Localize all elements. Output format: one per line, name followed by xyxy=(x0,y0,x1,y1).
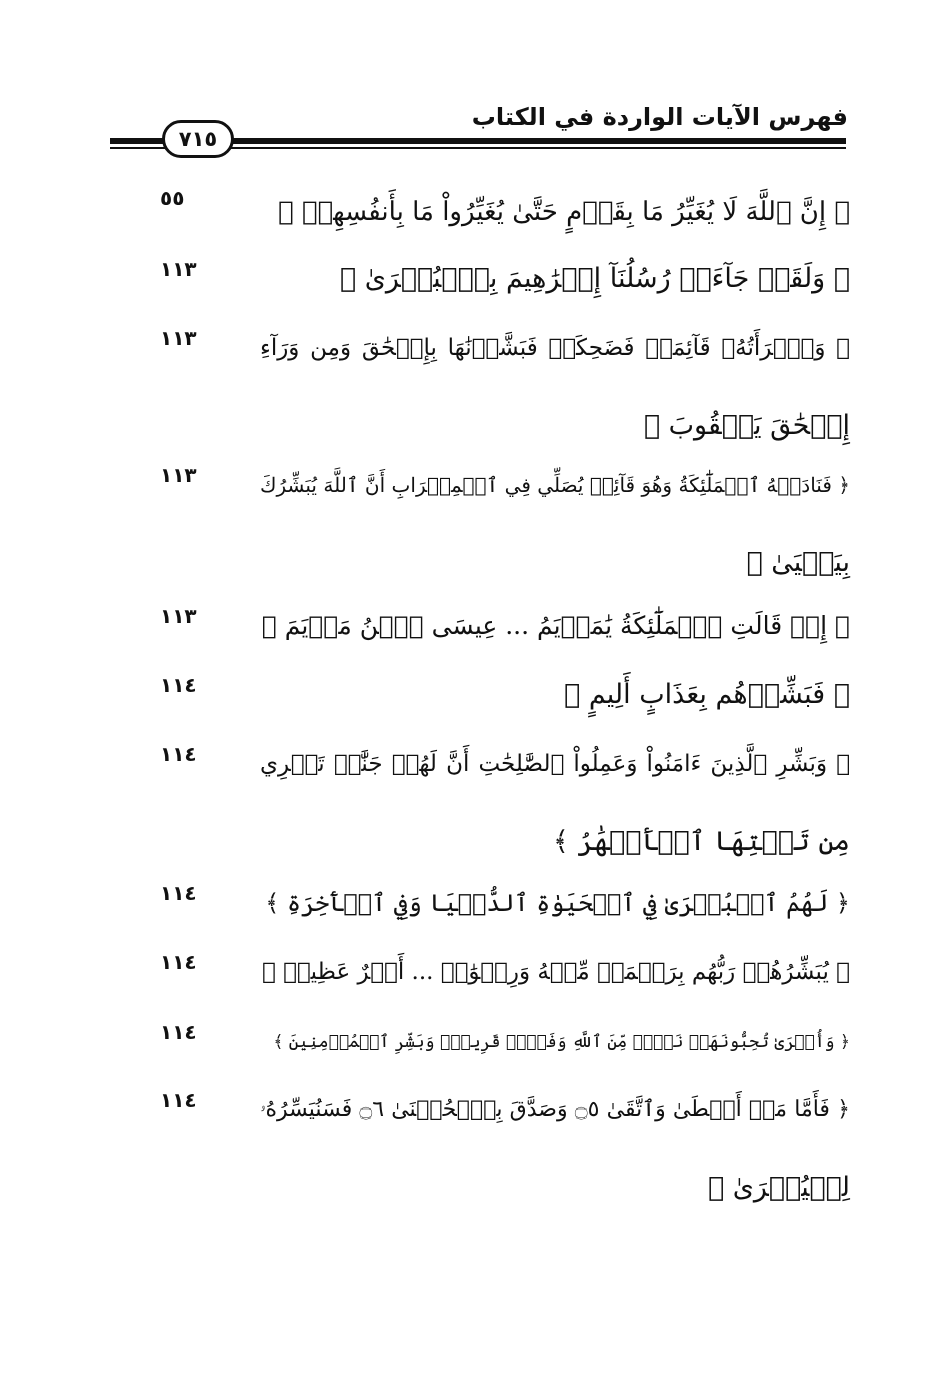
verse-line: ﴿ إِذۡ قَالَتِ ٱلۡمَلَٰٓئِكَةُ يَٰمَرۡيَمُ ... عِيسَى ٱبۡنُ مَرۡيَمَ ﴾ xyxy=(261,611,850,640)
verse-line: بِيَحۡيَىٰ ﴾ xyxy=(746,547,850,578)
verse-line: ﴿ وَٱمۡرَأَتُهُۥ قَآئِمَةٞ فَضَحِكَتۡ فَبَشَّرۡنَٰهَا بِإِسۡحَٰقَ وَمِن وَرَآءِ xyxy=(260,335,850,361)
verse-line: ﴿ لَهُمُ ٱلۡبُشۡرَىٰ فِي ٱلۡحَيَوٰةِ ٱلدُّنۡيَا وَفِي ٱلۡأٓخِرَةِ ﴾ xyxy=(265,889,850,917)
verse-text xyxy=(260,725,850,881)
page-reference: ١١٤ xyxy=(160,1088,197,1112)
verse-text xyxy=(260,1071,850,1227)
verse-text xyxy=(260,309,850,465)
verse-text xyxy=(260,933,850,1011)
verse-line: ﴿ وَأُخۡرَىٰ تُحِبُّونَهَاۖ نَصۡرٞ مِّنَ ٱللَّهِ وَفَتۡحٞ قَرِيبٞۗ وَبَشِّرِ ٱلۡمُؤۡمِنِينَ ﴾ xyxy=(273,1032,850,1052)
verse-line: ﴿ فَنَادَتۡهُ ٱلۡمَلَٰٓئِكَةُ وَهُوَ قَآئِمٞ يُصَلِّي فِي ٱلۡمِحۡرَابِ أَنَّ ٱللَّهَ يُبَشِّرُكَ xyxy=(260,473,850,497)
verse-line: ﴿ وَلَقَدۡ جَآءَتۡ رُسُلُنَآ إِبۡرَٰهِيمَ بِٱلۡبُشۡرَىٰ ﴾ xyxy=(339,263,850,294)
page-reference: ١١٤ xyxy=(160,950,197,974)
verse-line: إِسۡحَٰقَ يَعۡقُوبَ ﴾ xyxy=(643,410,850,441)
verse-line: ﴿ فَبَشِّرۡهُم بِعَذَابٍ أَلِيمٍ ﴾ xyxy=(564,679,850,710)
page-reference: ١١٣ xyxy=(160,604,197,628)
page-reference: ١١٤ xyxy=(160,673,197,697)
verse-text xyxy=(260,1003,850,1081)
verse-text xyxy=(260,587,850,665)
page-reference: ١١٤ xyxy=(160,742,197,766)
page-reference: ٥٥ xyxy=(160,186,185,210)
page-title: فهرس الآيات الواردة في الكتاب xyxy=(471,103,848,131)
verse-line: لِلۡيُسۡرَىٰ ﴾ xyxy=(707,1172,850,1203)
page-reference: ١١٣ xyxy=(160,257,197,281)
verse-line: ﴿ وَبَشِّرِ ٱلَّذِينَ ءَامَنُواْ وَعَمِلُواْ ٱلصَّٰلِحَٰتِ أَنَّ لَهُمۡ جَنَّٰتٖ تَجۡرِي xyxy=(260,751,850,777)
verse-line: ﴿ يُبَشِّرُهُمۡ رَبُّهُم بِرَحۡمَةٖ مِّنۡهُ وَرِضۡوَٰنٖ ... أَجۡرٌ عَظِيمٞ ﴾ xyxy=(261,959,850,985)
verse-text xyxy=(260,656,850,734)
page-reference: ١١٤ xyxy=(160,1020,197,1044)
page-number-badge xyxy=(162,120,234,158)
verse-line: ﴿ إِنَّ ٱللَّهَ لَا يُغَيِّرُ مَا بِقَوۡمٍ حَتَّىٰ يُغَيِّرُواْ مَا بِأَنفُسِهِمۡ ﴾ xyxy=(278,197,850,227)
verse-text xyxy=(260,240,850,318)
page-number: ٧١٥ xyxy=(178,127,218,151)
page-reference: ١١٣ xyxy=(160,463,197,487)
verse-line: مِن تَحۡتِهَا ٱلۡأَنۡهَٰرُ ﴾ xyxy=(553,826,850,857)
page-reference: ١١٣ xyxy=(160,326,197,350)
verse-line: ﴿ فَأَمَّا مَنۡ أَعۡطَىٰ وَٱتَّقَىٰ ۝٥ وَصَدَّقَ بِٱلۡحُسۡنَىٰ ۝٦ فَسَنُيَسِّرُهُۥ xyxy=(260,1097,850,1122)
verse-text xyxy=(260,864,850,942)
verse-text xyxy=(260,446,850,602)
page-reference: ١١٤ xyxy=(160,881,197,905)
